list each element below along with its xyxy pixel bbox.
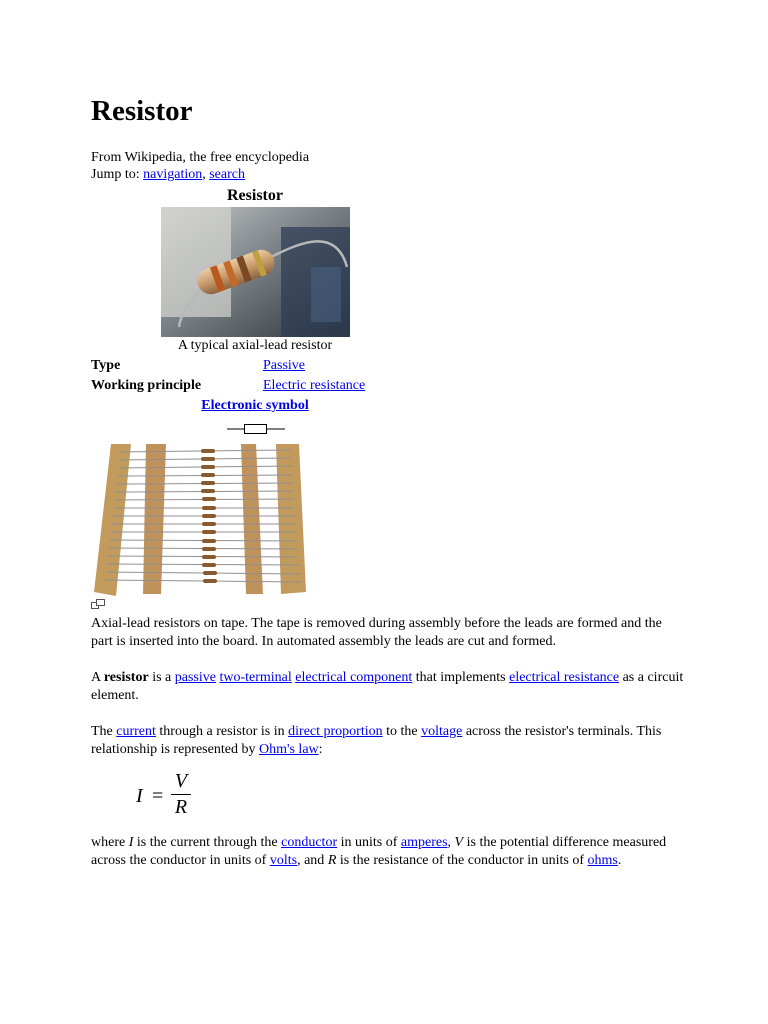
text: is a xyxy=(148,670,175,685)
conductor-link[interactable]: conductor xyxy=(281,835,338,850)
tape-photo-caption: Axial-lead resistors on tape. The tape is removed during assembly before the leads are formed and the part is inserted into the board. In automated assembly the leads are cut and formed. xyxy=(91,616,662,649)
voltage-link[interactable]: voltage xyxy=(421,724,463,739)
passive-link[interactable]: passive xyxy=(174,670,216,685)
passive-link[interactable]: Passive xyxy=(263,358,305,373)
formula-explanation-paragraph xyxy=(91,834,686,870)
formula-numerator: V xyxy=(174,770,188,792)
variable-i: I xyxy=(128,835,134,850)
resistor-symbol-icon[interactable] xyxy=(227,421,285,437)
navigation-link[interactable]: navigation xyxy=(143,167,203,182)
intro-paragraph xyxy=(91,669,686,705)
text: through a resistor is in xyxy=(155,724,289,739)
formula-current: I xyxy=(136,785,143,807)
text: A xyxy=(91,670,104,685)
electrical-component-link[interactable]: electrical component xyxy=(295,670,413,685)
text: across the resistor's terminals. This relationship is represented by xyxy=(91,724,662,757)
current-link[interactable]: current xyxy=(116,724,156,739)
search-link[interactable]: search xyxy=(209,167,245,182)
text: is the resistance of the conductor in units of xyxy=(336,853,588,868)
electric-resistance-link[interactable]: Electric resistance xyxy=(263,378,366,393)
page-title: Resistor xyxy=(91,95,193,127)
resistor-photo-caption: A typical axial-lead resistor xyxy=(177,338,333,353)
text: : xyxy=(318,742,323,757)
variable-v: V xyxy=(454,835,464,850)
electronic-symbol-link[interactable]: Electronic symbol xyxy=(201,398,309,413)
text: , and xyxy=(297,853,328,868)
electrical-resistance-link[interactable]: electrical resistance xyxy=(509,670,620,685)
electronic-symbol-heading xyxy=(91,397,419,415)
infobox-label: Type xyxy=(91,358,121,373)
jump-separator: , xyxy=(202,167,210,182)
infobox-title: Resistor xyxy=(227,187,283,204)
amperes-link[interactable]: amperes xyxy=(400,835,448,850)
enlarge-icon[interactable] xyxy=(91,597,105,607)
text: that implements xyxy=(412,670,510,685)
resistor-photo[interactable] xyxy=(161,207,350,337)
text: in units of xyxy=(337,835,401,850)
jump-to-bar xyxy=(91,166,245,184)
text: is the potential difference measured across the conductor in units of xyxy=(91,835,667,868)
resistor-term: resistor xyxy=(103,670,149,685)
ohms-link[interactable]: ohms xyxy=(587,853,618,868)
ohms-law-paragraph xyxy=(91,723,686,759)
site-tagline: From Wikipedia, the free encyclopedia xyxy=(91,150,310,165)
variable-r: R xyxy=(327,853,337,868)
ohms-law-formula xyxy=(136,770,206,820)
formula-denominator: R xyxy=(174,796,188,818)
text: The xyxy=(91,724,117,739)
text: where xyxy=(91,835,129,850)
direct-proportion-link[interactable]: direct proportion xyxy=(288,724,383,739)
ohms-law-link[interactable]: Ohm's law xyxy=(258,742,319,757)
two-terminal-link[interactable]: two-terminal xyxy=(219,670,292,685)
fraction-bar xyxy=(171,794,191,795)
text: is the current through the xyxy=(133,835,282,850)
volts-link[interactable]: volts xyxy=(269,853,298,868)
formula-equals: = xyxy=(152,785,164,807)
resistors-on-tape-photo[interactable] xyxy=(91,444,311,596)
text: as a circuit element. xyxy=(91,670,684,703)
text: , xyxy=(447,835,455,850)
jump-to-label: Jump to: xyxy=(91,167,144,182)
text: to the xyxy=(382,724,422,739)
text: . xyxy=(617,853,622,868)
infobox-label: Working principle xyxy=(91,378,202,393)
